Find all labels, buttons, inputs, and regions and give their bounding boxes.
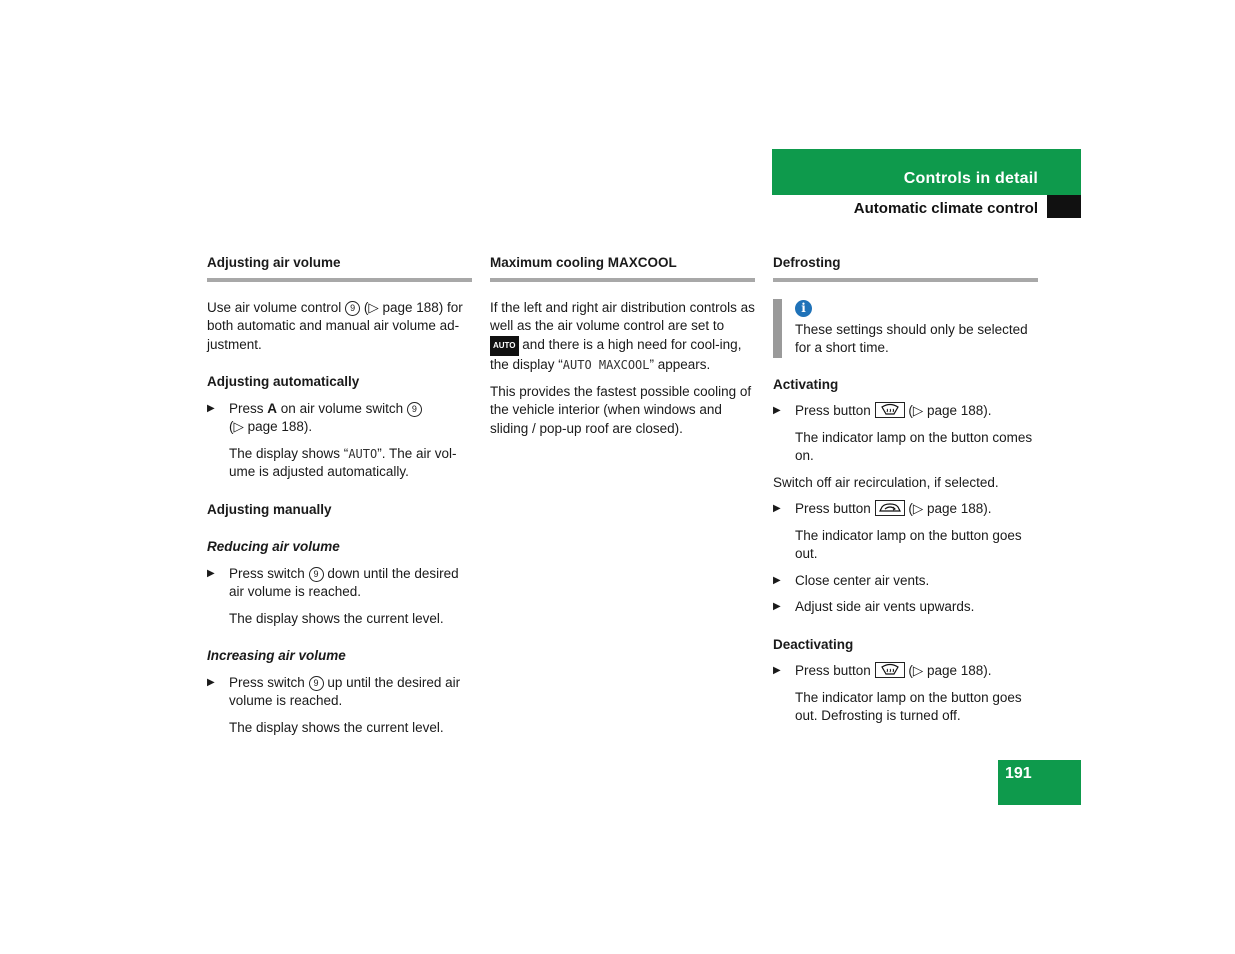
step-result: The indicator lamp on the button goes out. xyxy=(795,527,1022,561)
heading-maximum-cooling: Maximum cooling MAXCOOL xyxy=(490,254,755,282)
step-result: The display shows “AUTO”. The air vol-ume is adjusted automatically. xyxy=(229,445,457,479)
subsection-title: Automatic climate control xyxy=(853,200,1038,217)
ref-9-icon: 9 xyxy=(309,676,324,691)
bullet-arrow-icon: ▶ xyxy=(773,503,781,514)
auto-button-icon: AUTO xyxy=(490,336,519,357)
bullet-arrow-icon: ▶ xyxy=(773,405,781,416)
bullet-arrow-icon: ▶ xyxy=(773,665,781,676)
section-header-bar xyxy=(772,149,1081,195)
heading-defrosting: Defrosting xyxy=(773,254,1038,282)
info-bar xyxy=(773,299,782,358)
heading-deactivating: Deactivating xyxy=(773,636,854,652)
bullet-arrow-icon: ▶ xyxy=(207,676,215,688)
heading-adjusting-automatically: Adjusting automatically xyxy=(207,374,360,389)
step-press-defrost-off: ▶ Press button (▷ page 188). xyxy=(773,662,1038,681)
header-black-tab xyxy=(1047,195,1081,218)
step-result: The indicator lamp on the button comes on. xyxy=(795,429,1033,463)
info-text: These settings should only be selected for a short time. xyxy=(795,321,1028,355)
info-note xyxy=(773,299,1038,358)
heading-reducing-air-volume: Reducing air volume xyxy=(207,539,340,554)
heading-activating: Activating xyxy=(773,376,839,392)
column-air-volume xyxy=(207,254,472,745)
bullet-arrow-icon: ▶ xyxy=(773,601,781,612)
column-maxcool xyxy=(490,254,755,446)
bullet-arrow-icon: ▶ xyxy=(773,574,781,586)
bullet-arrow-icon: ▶ xyxy=(207,402,215,414)
ref-9-icon: 9 xyxy=(407,402,422,417)
step-press-recirculation: ▶ Press button (▷ page 188). xyxy=(773,500,1038,519)
defrost-button-icon xyxy=(875,662,905,678)
ref-9-icon: 9 xyxy=(309,567,324,582)
step-press-switch-down: ▶ Press switch 9 down until the desired air volume is reached. xyxy=(207,565,459,599)
step-result: The indicator lamp on the button goes out. Defrosting is turned off. xyxy=(795,689,1022,723)
intro-paragraph: Use air volume control 9 (▷ page 188) for both automatic and manual air volume ad-justment. xyxy=(207,299,463,352)
maxcool-paragraph-2: This provides the fastest possible cooling of the vehicle interior (when windows and sliding / pop-up roof are closed). xyxy=(490,383,752,436)
maxcool-paragraph-1: If the left and right air distribution controls as well as the air volume control are set to AUTO and there is a high need for cool-ing, the display “AUTO MAXCOOL” appears. xyxy=(490,299,755,372)
heading-adjusting-manually: Adjusting manually xyxy=(207,501,332,517)
page-number: 191 xyxy=(1005,765,1032,782)
section-title: Controls in detail xyxy=(903,170,1038,187)
step-press-a: ▶ Press A on air volume switch 9 (▷ page 188). xyxy=(207,400,472,437)
ref-9-icon: 9 xyxy=(345,301,360,316)
step-close-vents: ▶ Close center air vents. xyxy=(773,572,1038,591)
heading-adjusting-air-volume: Adjusting air volume xyxy=(207,254,472,282)
bullet-arrow-icon: ▶ xyxy=(207,567,215,579)
step-press-switch-up: ▶ Press switch 9 up until the desired air volume is reached. xyxy=(207,674,461,708)
step-adjust-side-vents: ▶ Adjust side air vents upwards. xyxy=(773,598,1038,617)
recirculation-button-icon xyxy=(875,500,905,516)
recirc-note: Switch off air recirculation, if selected. xyxy=(773,474,999,490)
heading-increasing-air-volume: Increasing air volume xyxy=(207,648,346,663)
step-press-defrost: ▶ Press button (▷ page 188). xyxy=(773,402,1038,421)
page-number-box xyxy=(998,760,1081,805)
column-defrosting xyxy=(773,254,1038,734)
defrost-button-icon xyxy=(875,402,905,418)
info-icon: i xyxy=(795,300,812,317)
step-result: The display shows the current level. xyxy=(229,610,444,626)
step-result: The display shows the current level. xyxy=(229,719,444,735)
